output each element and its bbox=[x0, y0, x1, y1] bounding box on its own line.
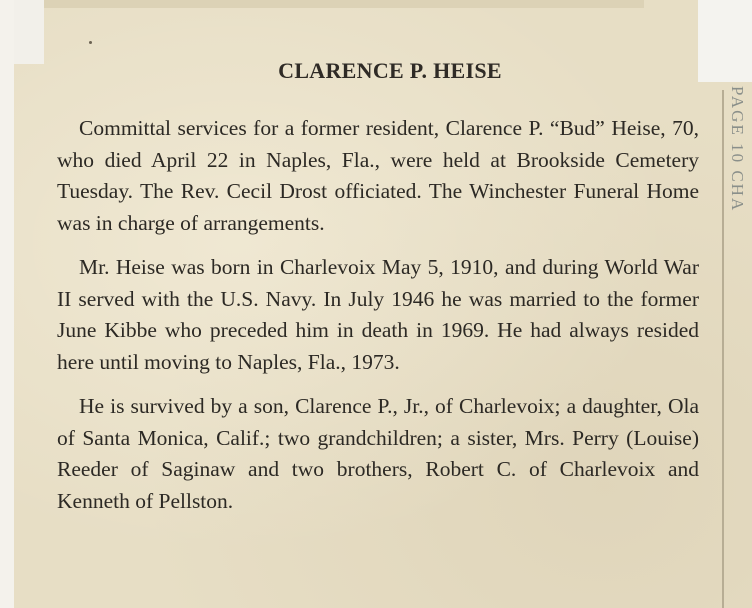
column-rule bbox=[722, 90, 724, 608]
obituary-body bbox=[57, 113, 699, 530]
top-torn-edge bbox=[44, 0, 644, 8]
top-right-blank-area bbox=[698, 0, 752, 82]
ink-speck bbox=[89, 41, 92, 44]
paragraph-3: He is survived by a son, Clarence P., Jr., of Charlevoix; a daughter, Ola of Santa Monica, Calif.; two grandchildren; a sister, Mrs. Perry (Louise) Reeder of Saginaw and two brothers, Robert C. of Charlevoix and Kenneth of Pellston. bbox=[57, 394, 699, 513]
top-left-paper-tab bbox=[14, 0, 44, 64]
paragraph-1: Committal services for a former resident, Clarence P. “Bud” Heise, 70, who died April 22 in Naples, Fla., were held at Brookside Cemetery Tuesday. The Rev. Cecil Drost officiated. The Winchester Funeral Home was in charge of arrangements. bbox=[57, 116, 699, 235]
paragraph-2: Mr. Heise was born in Charlevoix May 5, 1910, and during World War II served with the U.S. Navy. In July 1946 he was married to the former June Kibbe who preceded him in death in 1969. He had always resided here until moving to Naples, Fla., 1973. bbox=[57, 255, 699, 374]
scan-left-margin bbox=[0, 0, 14, 608]
obituary-title: CLARENCE P. HEISE bbox=[278, 58, 502, 83]
side-page-label: PAGE 10 CHA bbox=[728, 86, 747, 213]
